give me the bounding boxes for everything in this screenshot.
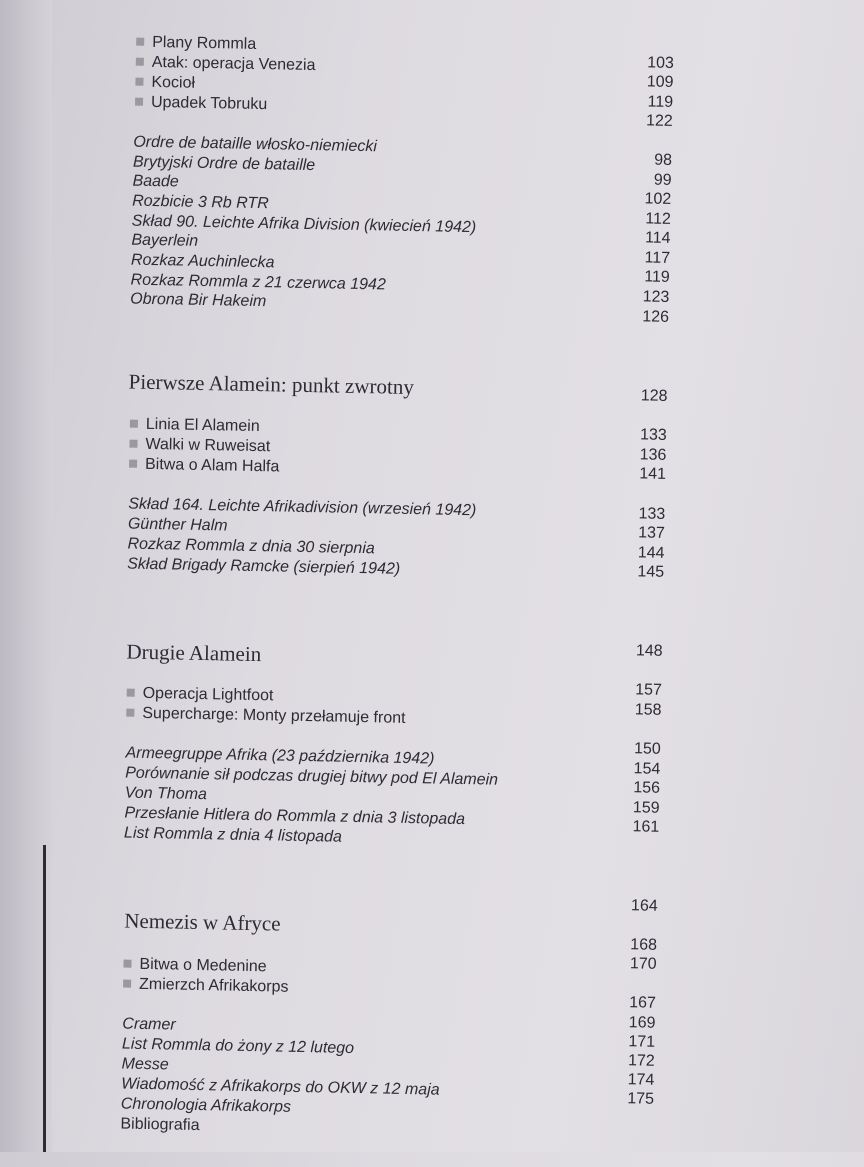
page-number: 119 bbox=[647, 93, 674, 111]
page-number: 122 bbox=[645, 112, 673, 130]
toc-item: Von Thoma bbox=[124, 784, 208, 804]
page-number: 112 bbox=[645, 210, 672, 228]
page-number: 141 bbox=[639, 465, 667, 483]
toc-item: Rozkaz Auchinlecka bbox=[130, 251, 275, 272]
page-number: 169 bbox=[628, 1014, 656, 1032]
toc-bullet: Plany Rommla bbox=[136, 33, 256, 54]
page-number: 171 bbox=[628, 1033, 656, 1051]
toc-bullet: Kocioł bbox=[135, 73, 195, 93]
toc-bullet: Bitwa o Alam Halfa bbox=[129, 455, 280, 477]
page-number: 156 bbox=[633, 779, 661, 797]
toc-item: Armeegruppe Afrika (23 października 1942) bbox=[125, 744, 435, 768]
toc-item: Brytyjski Ordre de bataille bbox=[132, 153, 316, 175]
toc-item: List Rommla z dnia 4 listopada bbox=[123, 824, 343, 846]
toc-item: Rozkaz Rommla z dnia 30 sierpnia bbox=[127, 535, 375, 558]
toc-item: Rozkaz Rommla z 21 czerwca 1942 bbox=[130, 271, 386, 294]
toc-item: Skład 164. Leichte Afrikadivision (wrzesień 1942) bbox=[128, 495, 477, 520]
toc-item: Przesłanie Hitlera do Rommla z dnia 3 listopada bbox=[124, 804, 466, 829]
toc-item: Cramer bbox=[122, 1015, 176, 1034]
toc-item: Baade bbox=[132, 172, 179, 191]
page-number: 119 bbox=[644, 268, 670, 286]
toc-item: Porównanie sił podczas drugiej bitwy pod El Alamein bbox=[125, 764, 499, 789]
toc-item: Messe bbox=[121, 1055, 169, 1074]
toc-page bbox=[30, 0, 864, 1167]
page-number: 175 bbox=[627, 1090, 655, 1108]
toc-item: Günther Halm bbox=[127, 515, 228, 535]
toc-bullet: Atak: operacja Venezia bbox=[136, 53, 316, 75]
page-number: 167 bbox=[628, 994, 657, 1012]
page-number: 114 bbox=[644, 229, 671, 247]
page-number: 137 bbox=[638, 524, 666, 542]
page-number: 128 bbox=[640, 387, 668, 405]
page-number: 102 bbox=[644, 190, 672, 208]
page-number: 133 bbox=[638, 505, 666, 523]
toc-item: Skład 90. Leichte Afrika Division (kwiecień 1942) bbox=[131, 212, 477, 237]
page-number: 123 bbox=[642, 288, 670, 306]
page-number: 164 bbox=[630, 897, 658, 915]
toc-bullet: Upadek Tobruku bbox=[135, 93, 268, 115]
section-heading: Pierwsze Alamein: punkt zwrotny bbox=[128, 369, 415, 400]
page-number: 109 bbox=[646, 73, 674, 91]
toc-item: Bayerlein bbox=[131, 231, 199, 250]
page-number: 168 bbox=[630, 936, 658, 954]
toc-item: Obrona Bir Hakeim bbox=[130, 290, 267, 311]
page-number: 98 bbox=[654, 151, 673, 169]
toc-item: Bibliografia bbox=[120, 1115, 200, 1135]
page-number: 161 bbox=[632, 818, 660, 836]
page-number: 157 bbox=[634, 681, 663, 699]
toc-bullet: Bitwa o Medenine bbox=[123, 955, 267, 977]
page-number: 159 bbox=[632, 799, 660, 817]
section-heading: Nemezis w Afryce bbox=[124, 908, 281, 936]
page-number: 158 bbox=[634, 701, 662, 719]
page-number: 145 bbox=[637, 563, 665, 581]
toc-item: Skład Brigady Ramcke (sierpień 1942) bbox=[127, 555, 401, 578]
toc-bullet: Linia El Alamein bbox=[130, 415, 260, 436]
toc-item: List Rommla do żony z 12 lutego bbox=[121, 1035, 355, 1057]
toc-item: Rozbicie 3 Rb RTR bbox=[131, 192, 269, 213]
page-number: 126 bbox=[642, 308, 670, 326]
toc-bullet: Supercharge: Monty przełamuje front bbox=[126, 704, 406, 728]
page-number: 170 bbox=[629, 955, 657, 973]
page-number: 172 bbox=[627, 1052, 655, 1070]
toc-item: Ordre de bataille włosko-niemiecki bbox=[133, 133, 378, 156]
page-number: 174 bbox=[627, 1071, 655, 1089]
toc-item: Chronologia Afrikakorps bbox=[120, 1095, 292, 1116]
page-number: 136 bbox=[639, 446, 667, 464]
page-number: 99 bbox=[653, 171, 672, 189]
page-number: 154 bbox=[633, 760, 661, 778]
toc-bullet: Walki w Ruweisat bbox=[129, 435, 270, 457]
page-number: 150 bbox=[633, 740, 661, 758]
toc-bullet: Zmierzch Afrikakorps bbox=[123, 975, 289, 997]
page-number: 144 bbox=[637, 544, 665, 562]
section-heading: Drugie Alamein bbox=[126, 639, 262, 667]
page-number: 148 bbox=[635, 642, 663, 660]
page-number: 103 bbox=[647, 54, 675, 72]
page-number: 133 bbox=[639, 426, 667, 444]
toc-bullet: Operacja Lightfoot bbox=[127, 684, 274, 706]
toc-item: Wiadomość z Afrikakorps do OKW z 12 maja bbox=[121, 1075, 440, 1099]
page-number: 117 bbox=[644, 249, 671, 267]
